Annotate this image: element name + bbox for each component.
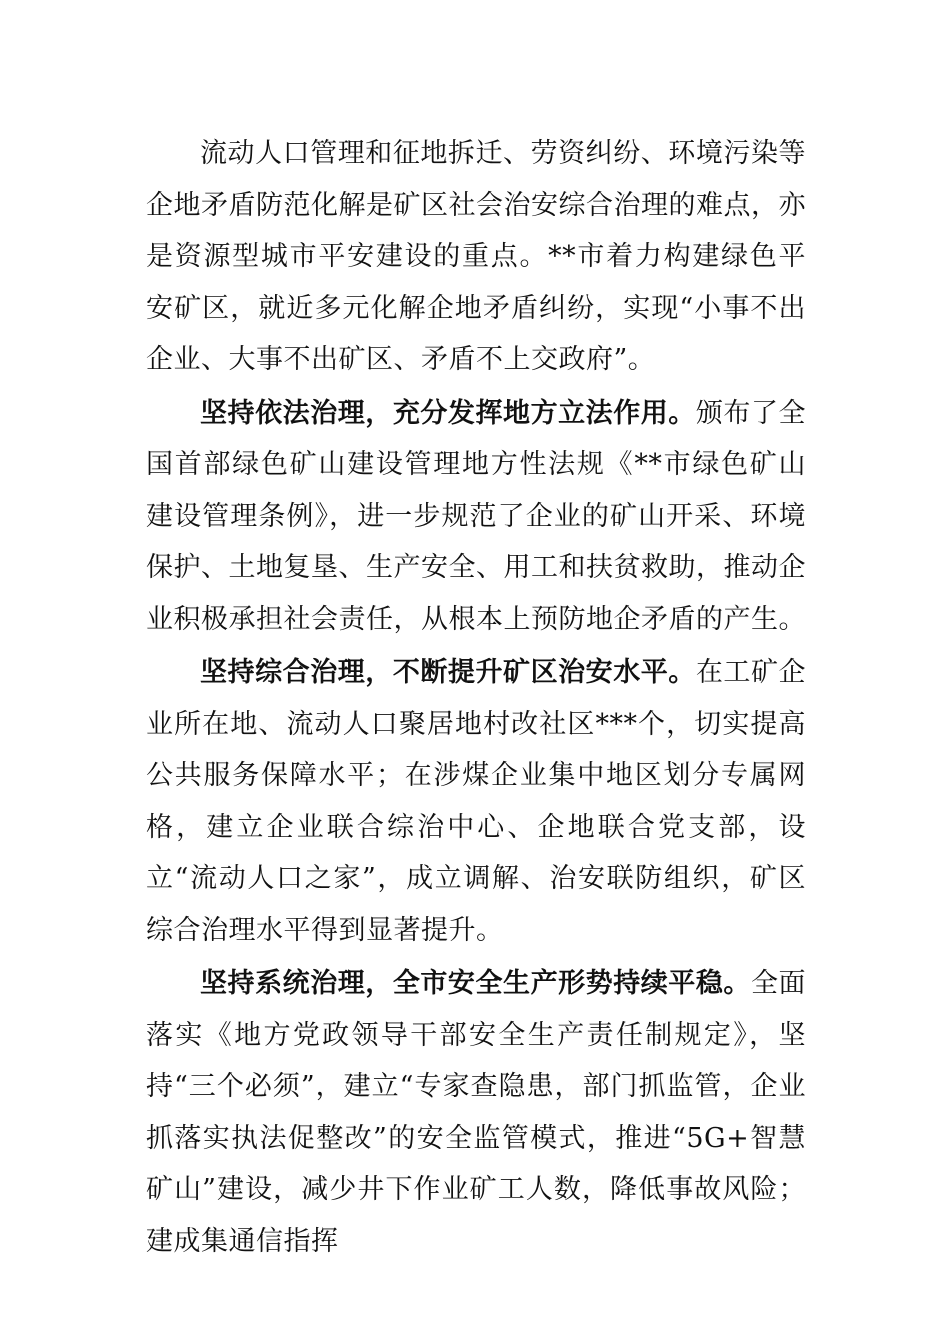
paragraph-body: 全面落实《地方党政领导干部安全生产责任制规定》，坚持“三个必须”，建立“专家查隐患，部门抓监管，企业抓落实执法促整改”的安全监管模式，推进“5G+智慧矿山”建设，减少井下作业矿工人数，降低事故风险；建成集通信指挥	[146, 968, 807, 1257]
paragraph-intro	[146, 128, 806, 386]
paragraph-body: 在工矿企业所在地、流动人口聚居地村改社区***个，切实提高公共服务保障水平；在涉煤企业集中地区划分专属网格，建立企业联合综治中心、企地联合党支部，设立“流动人口之家”，成立调解、治安联防组织，矿区综合治理水平得到显著提升。	[146, 657, 807, 946]
paragraph-lead: 坚持综合治理，不断提升矿区治安水平。	[200, 657, 696, 688]
paragraph-body: 颁布了全国首部绿色矿山建设管理地方性法规《**市绿色矿山建设管理条例》，进一步规范了企业的矿山开采、环境保护、土地复垦、生产安全、用工和扶贫救助，推动企业积极承担社会责任，从根本上预防地企矛盾的产生。	[146, 397, 807, 635]
paragraph-lead: 坚持系统治理，全市安全生产形势持续平稳。	[200, 968, 751, 999]
paragraph-legal-governance	[146, 388, 806, 646]
paragraph-body: 流动人口管理和征地拆迁、劳资纠纷、环境污染等企地矛盾防范化解是矿区社会治安综合治理的难点，亦是资源型城市平安建设的重点。**市着力构建绿色平安矿区，就近多元化解企地矛盾纠纷，实现“小事不出企业、大事不出矿区、矛盾不上交政府”。	[146, 138, 806, 375]
paragraph-lead: 坚持依法治理，充分发挥地方立法作用。	[200, 397, 696, 429]
document-page	[146, 128, 806, 1267]
paragraph-comprehensive-governance	[146, 647, 806, 956]
paragraph-systemic-governance	[146, 958, 806, 1267]
